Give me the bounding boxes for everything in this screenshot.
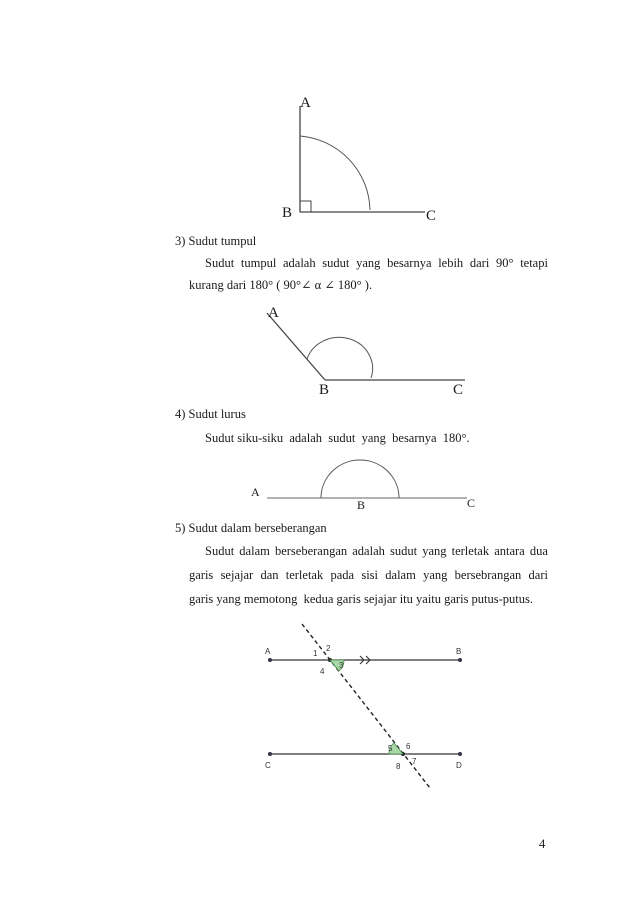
- label-b: B: [282, 205, 293, 221]
- word: garis: [189, 568, 214, 582]
- obtuse-angle-figure: [255, 298, 480, 403]
- word: terletak: [285, 568, 324, 582]
- label-a: A: [251, 485, 260, 499]
- word: sejajar: [220, 568, 254, 582]
- label-c: C: [426, 208, 437, 224]
- section-4-heading: 4) Sudut lurus: [175, 407, 246, 421]
- page-number: 4: [539, 837, 546, 851]
- angle-label-6: 6: [406, 742, 411, 751]
- ray-ba: [267, 313, 325, 380]
- transversal-dashed: [302, 624, 430, 788]
- point-c: [268, 752, 272, 756]
- angle-label-3: 3: [339, 661, 344, 670]
- word: 90°: [496, 256, 514, 270]
- angle-label-7: 7: [412, 757, 417, 766]
- word: Sudut: [205, 256, 235, 270]
- parallel-lines-figure: [258, 618, 478, 796]
- word: dua: [529, 544, 548, 558]
- section-5-heading: 5) Sudut dalam berseberangan: [175, 521, 327, 535]
- word: lebih: [438, 256, 464, 270]
- right-angle-marker: [300, 201, 311, 212]
- label-c: C: [265, 761, 271, 770]
- label-b: B: [456, 647, 462, 656]
- angle-arc: [307, 337, 373, 378]
- label-b: B: [357, 498, 366, 512]
- label-a: A: [300, 95, 311, 111]
- word: berseberangan: [274, 544, 348, 558]
- word: sisi: [361, 568, 379, 582]
- word: antara: [494, 544, 525, 558]
- right-angle-figure: [270, 88, 470, 230]
- angle-label-4: 4: [320, 667, 325, 676]
- word: Sudut: [205, 544, 235, 558]
- section-3-heading: 3) Sudut tumpul: [175, 234, 257, 248]
- section-3-line-1: [205, 255, 548, 271]
- word: dan: [260, 568, 279, 582]
- word: sudut: [322, 256, 350, 270]
- word: yang: [356, 256, 381, 270]
- word: besarnya: [387, 256, 432, 270]
- straight-angle-figure: [245, 452, 485, 514]
- point-b: [458, 658, 462, 662]
- word: yang: [422, 544, 447, 558]
- word: adalah: [352, 544, 385, 558]
- point-d: [458, 752, 462, 756]
- word: dari: [528, 568, 548, 582]
- section-4-line-1: Sudut siku-siku adalah sudut yang besarnya 180°.: [205, 431, 470, 445]
- word: sudut: [389, 544, 418, 558]
- angle-label-5: 5: [388, 744, 393, 753]
- angle-label-1: 1: [313, 649, 318, 658]
- section-5-line-1: [205, 543, 548, 559]
- word: yang: [423, 568, 448, 582]
- word: pada: [330, 568, 355, 582]
- word: dalam: [239, 544, 270, 558]
- word: dari: [469, 256, 490, 270]
- label-a: A: [265, 647, 271, 656]
- word: adalah: [282, 256, 316, 270]
- angle-arc: [321, 460, 399, 498]
- label-d: D: [456, 761, 462, 770]
- word: bersebrangan: [454, 568, 522, 582]
- word: tetapi: [520, 256, 548, 270]
- point-a: [268, 658, 272, 662]
- word: dalam: [385, 568, 416, 582]
- section-5-line-3: garis yang memotong kedua garis sejajar itu yaitu garis putus-putus.: [189, 592, 534, 606]
- angle-arc: [300, 136, 370, 210]
- word: terletak: [451, 544, 490, 558]
- word: tumpul: [240, 256, 277, 270]
- section-3-line-2: kurang dari 180° ( 90°∠ α ∠ 180° ).: [189, 278, 373, 292]
- label-c: C: [467, 496, 476, 510]
- label-a: A: [268, 305, 279, 321]
- section-5-line-2: [189, 567, 548, 583]
- label-c: C: [453, 382, 464, 398]
- angle-label-8: 8: [396, 762, 401, 771]
- label-b: B: [319, 382, 330, 398]
- angle-label-2: 2: [326, 644, 331, 653]
